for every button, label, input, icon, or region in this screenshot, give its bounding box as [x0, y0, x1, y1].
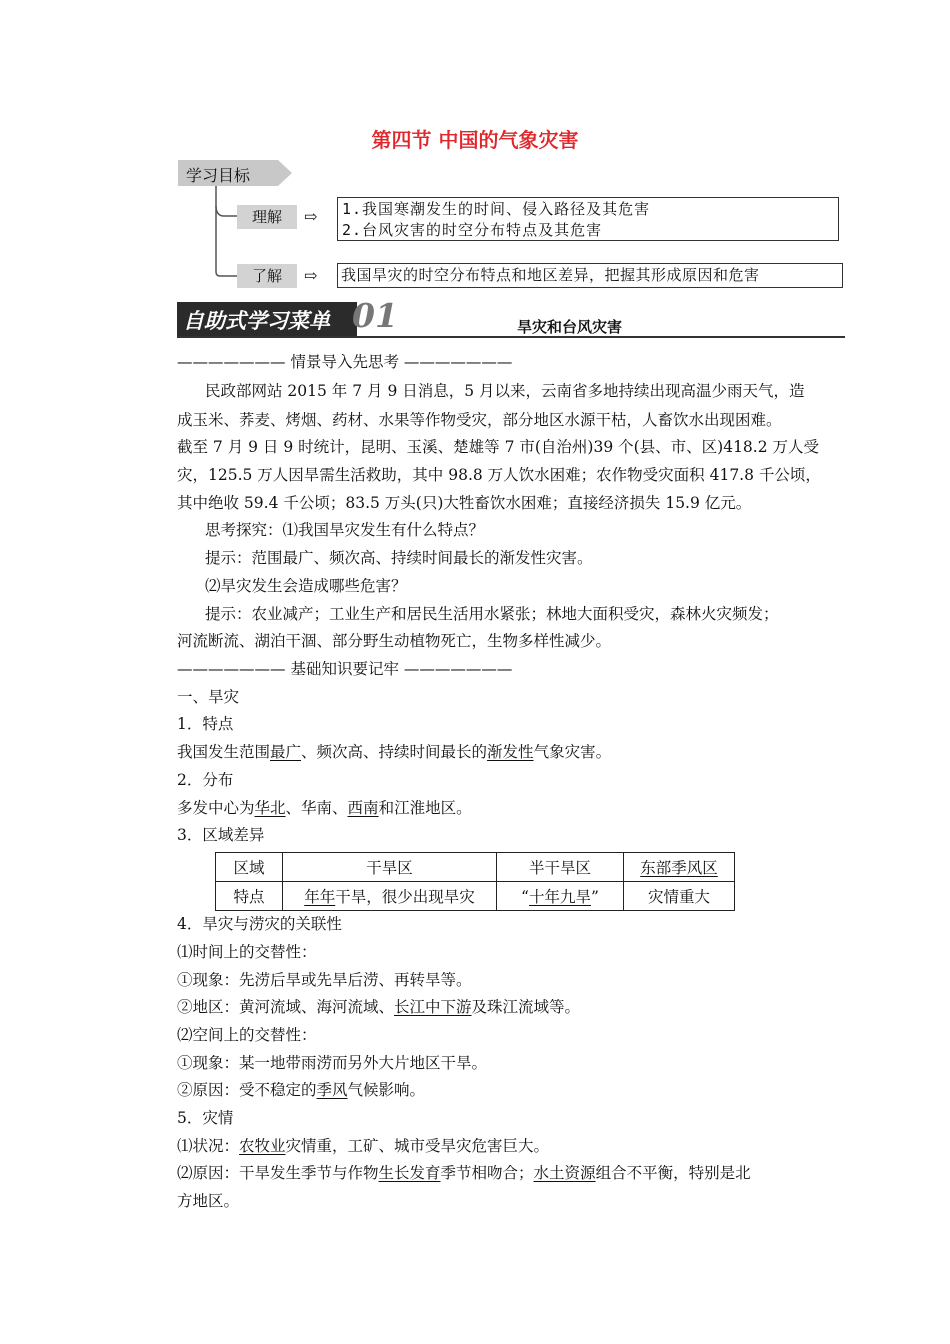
distribution-text: 多发中心为华北、华南、西南和江淮地区。: [177, 799, 472, 817]
understand-label: 理解: [237, 205, 297, 229]
disaster-status: ⑴状况：农牧业灾情重，工矿、城市受旱灾危害巨大。: [177, 1137, 550, 1155]
page-title: 第四节 中国的气象灾害: [371, 128, 579, 152]
know-label: 了解: [237, 264, 297, 288]
answer-1: 提示：范围最广、频次高、持续时间最长的渐发性灾害。: [205, 549, 593, 567]
subheading-distribution: 2．分布: [177, 771, 234, 789]
disaster-cause: ⑵原因：干旱发生季节与作物生长发育季节相吻合；水土资源组合不平衡，特别是北: [177, 1164, 751, 1182]
table-row: [216, 882, 735, 911]
table-header: 区域: [216, 853, 283, 882]
question-2: ⑵旱灾发生会造成哪些危害？: [205, 577, 407, 595]
arrow-right-icon: ⇨: [304, 207, 318, 226]
answer-2-cont: 河流断流、湖泊干涸、部分野生动植物死亡，生物多样性减少。: [177, 632, 612, 650]
know-box: 我国旱灾的时空分布特点和地区差异，把握其形成原因和危害: [337, 263, 843, 288]
table-cell: 特点: [216, 882, 283, 911]
question-1: 思考探究：⑴我国旱灾发生有什么特点？: [205, 521, 485, 539]
table-cell: 灾情重大: [624, 882, 735, 911]
banner-rule: [177, 336, 845, 338]
section-heading-1: ——————— 情景导入先思考 ———————: [177, 353, 513, 371]
table-header: 半干旱区: [497, 853, 624, 882]
understand-box: [337, 197, 839, 241]
subheading-features: 1．特点: [177, 715, 234, 733]
spatial-heading: ⑵空间上的交替性：: [177, 1026, 317, 1044]
arrow-right-icon: ⇨: [304, 266, 318, 285]
heading-drought: 一、旱灾: [177, 688, 240, 706]
table-row: [216, 853, 735, 882]
spatial-phenomenon: ①现象：某一地带雨涝而另外大片地区干旱。: [177, 1054, 488, 1072]
disaster-cause-cont: 方地区。: [177, 1192, 240, 1210]
temporal-region: ②地区：黄河流域、海河流域、长江中下游及珠江流域等。: [177, 998, 581, 1016]
temporal-heading: ⑴时间上的交替性：: [177, 943, 317, 961]
spatial-cause: ②原因：受不稳定的季风气候影响。: [177, 1081, 426, 1099]
subheading-regional: 3．区域差异: [177, 826, 265, 844]
objectives-header: 学习目标: [186, 166, 251, 185]
menu-topic: 旱灾和台风灾害: [517, 318, 623, 336]
section-heading-2: ——————— 基础知识要记牢 ———————: [177, 660, 513, 678]
features-text: 我国发生范围最广、频次高、持续时间最长的渐发性气象灾害。: [177, 743, 612, 761]
paragraph-line: 民政部网站 2015 年 7 月 9 日消息，5 月以来，云南省多地持续出现高温少雨天气，造: [205, 382, 805, 400]
paragraph-line: 截至 7 月 9 日 9 时统计，昆明、玉溪、楚雄等 7 市(自治州)39 个(县、市、区)418.2 万人受: [177, 438, 820, 456]
table-cell: 年年干旱，很少出现旱灾: [283, 882, 497, 911]
table-header: 东部季风区: [624, 853, 735, 882]
banner-text: 自助式学习菜单: [183, 309, 330, 333]
understand-item: 2.台风灾害的时空分布特点及其危害: [342, 221, 603, 239]
paragraph-line: 成玉米、荞麦、烤烟、药材、水果等作物受灾，部分地区水源干枯，人畜饮水出现困难。: [177, 411, 782, 429]
temporal-phenomenon: ①现象：先涝后旱或先旱后涝、再转旱等。: [177, 971, 472, 989]
table-header: 干旱区: [283, 853, 497, 882]
subheading-disaster: 5．灾情: [177, 1109, 234, 1127]
paragraph-line: 灾，125.5 万人因旱需生活救助，其中 98.8 万人饮水困难；农作物受灾面积 417.8 千公顷，: [177, 466, 821, 484]
table-cell: “十年九旱”: [497, 882, 624, 911]
understand-item: 1.我国寒潮发生的时间、侵入路径及其危害: [342, 200, 651, 218]
answer-2: 提示：农业减产；工业生产和居民生活用水紧张；林地大面积受灾，森林火灾频发；: [205, 605, 779, 623]
subheading-correlation: 4．旱灾与涝灾的关联性: [177, 915, 342, 933]
banner-number: 01: [352, 296, 398, 335]
paragraph-line: 其中绝收 59.4 千公顷；83.5 万头(只)大牲畜饮水困难；直接经济损失 15.9 亿元。: [177, 494, 752, 512]
regional-table: [215, 852, 735, 911]
